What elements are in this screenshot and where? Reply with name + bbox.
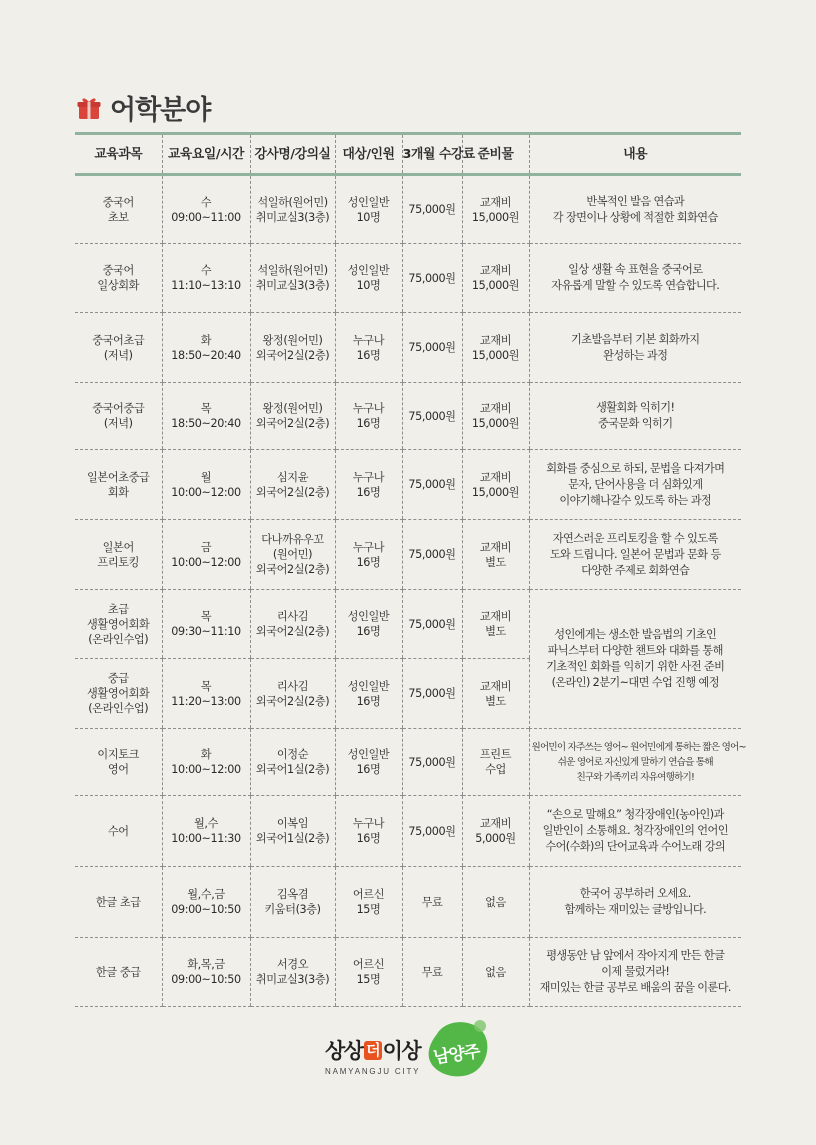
cell-materials <box>462 796 529 867</box>
cell-materials-line: 교재비 <box>479 817 512 830</box>
cell-instructor-line: 왕정(원어민) <box>262 333 323 347</box>
cell-fee-line: 75,000원 <box>408 478 456 491</box>
cell-course <box>75 796 162 867</box>
cell-target-line: 16명 <box>356 348 381 362</box>
cell-materials-line: 교재비 <box>479 402 512 415</box>
cell-target-line: 16명 <box>356 485 381 499</box>
cell-target-line: 성인일반 <box>347 748 390 761</box>
cell-fee-line: 75,000원 <box>408 548 456 561</box>
cell-instructor-line: 취미교실3(3층) <box>255 279 330 292</box>
cell-materials <box>462 383 529 450</box>
cell-target-line: 16명 <box>356 417 381 430</box>
cell-description-line: 재미있는 한글 공부로 배움의 꿈을 이룬다. <box>539 981 731 994</box>
cell-course-line: 일본어초중급 <box>87 470 150 484</box>
cell-schedule <box>162 796 250 867</box>
cell-course <box>75 590 162 659</box>
cell-instructor-line: 이정순 <box>276 748 309 761</box>
cell-instructor-line: 왕정(원어민) <box>262 402 323 415</box>
cell-schedule-line: 화 <box>200 333 212 347</box>
cell-description <box>529 867 741 938</box>
cell-fee-line: 75,000원 <box>408 341 456 354</box>
cell-target <box>335 450 402 520</box>
cell-description-line: 회화를 중심으로 하되, 문법을 다져가며 <box>546 461 725 475</box>
cell-course-line: 회화 <box>107 485 129 499</box>
cell-target-line: 누구나 <box>352 470 385 484</box>
cell-target-line: 16명 <box>356 832 381 845</box>
cell-target-line: 15명 <box>356 903 381 916</box>
cell-materials-line: 5,000원 <box>475 832 516 845</box>
cell-schedule-line: 18:50~20:40 <box>171 348 241 362</box>
cell-instructor-line: 리사김 <box>276 679 309 693</box>
cell-description-line: 성인에게는 생소한 발음법의 기초인 <box>554 628 717 641</box>
cell-fee-line: 75,000원 <box>408 755 456 769</box>
cell-materials-line: 교재비 <box>479 333 512 347</box>
cell-target-line: 어르신 <box>352 958 385 971</box>
cell-materials <box>462 520 529 590</box>
cell-instructor-line: 외국어2실(2층) <box>255 485 330 499</box>
cell-fee <box>402 659 462 729</box>
cell-target-line: 16명 <box>356 625 381 638</box>
cell-course-line: 중국어초급 <box>92 333 145 347</box>
cell-materials-line: 교재비 <box>479 679 512 693</box>
cell-materials <box>462 590 529 659</box>
cell-schedule <box>162 244 250 313</box>
cell-target <box>335 867 402 938</box>
cell-instructor <box>250 244 335 313</box>
cell-materials-line: 별도 <box>485 625 506 638</box>
cell-course-line: 중급 <box>107 672 129 685</box>
column-header-fee: 3개월 수강료 <box>402 134 462 175</box>
cell-target-line: 누구나 <box>352 817 385 830</box>
cell-description-line: 자유롭게 말할 수 있도록 연습합니다. <box>551 279 720 292</box>
cell-course-line: (온라인수업) <box>88 632 149 646</box>
cell-target-line: 16명 <box>356 763 381 776</box>
brand-slogan-right: 이상 <box>382 1039 421 1063</box>
cell-target <box>335 938 402 1007</box>
cell-materials <box>462 938 529 1007</box>
cell-description-line: 다양한 주제로 회화연습 <box>581 563 690 577</box>
cell-target-line: 16명 <box>356 555 381 569</box>
table-row <box>75 590 741 659</box>
cell-materials <box>462 175 529 244</box>
cell-description-line: 문자, 단어사용을 더 심화있게 <box>568 477 703 491</box>
cell-schedule-line: 화 <box>200 748 212 761</box>
cell-schedule <box>162 520 250 590</box>
column-header-course: 교육과목 <box>75 134 162 175</box>
table-row <box>75 244 741 313</box>
cell-description-line: 원어민이 자주쓰는 영어~ 원어민에게 통하는 짧은 영어~ <box>531 741 746 753</box>
cell-description <box>529 313 741 383</box>
cell-materials-line: 없음 <box>485 895 506 909</box>
cell-target-line: 누구나 <box>352 402 385 415</box>
cell-course-line: 초급 <box>107 602 129 616</box>
cell-description-line: 일반인이 소통해요. 청각장애인의 언어인 <box>542 824 728 837</box>
cell-course <box>75 520 162 590</box>
cell-instructor-line: 심지윤 <box>276 470 309 484</box>
cell-instructor-line: 외국어2실(2층) <box>255 625 330 638</box>
cell-description-line: 이제 물렀거라! <box>601 965 670 978</box>
cell-fee <box>402 313 462 383</box>
cell-target-line: 어르신 <box>352 888 385 901</box>
cell-instructor <box>250 313 335 383</box>
table-row <box>75 383 741 450</box>
cell-description-line: 생활회화 익히기! <box>596 401 675 414</box>
cell-instructor <box>250 520 335 590</box>
cell-course <box>75 729 162 796</box>
cell-instructor-line: 석일하(원어민) <box>257 195 328 209</box>
cell-description-line: 친구와 가족끼리 자유여행하기! <box>576 771 695 783</box>
cell-course <box>75 313 162 383</box>
cell-materials-line: 15,000원 <box>471 210 520 224</box>
cell-course-line: 영어 <box>107 763 129 776</box>
cell-course <box>75 383 162 450</box>
cell-instructor-line: 서경오 <box>276 958 309 971</box>
cell-fee-line: 75,000원 <box>408 409 456 423</box>
cell-fee <box>402 729 462 796</box>
cell-instructor-line: 취미교실3(3층) <box>255 210 330 224</box>
cell-description <box>529 590 741 729</box>
cell-materials-line: 15,000원 <box>471 485 520 499</box>
cell-fee-line: 75,000원 <box>408 687 456 700</box>
cell-schedule-line: 11:10~13:10 <box>171 279 241 292</box>
cell-materials-line: 별도 <box>485 555 506 569</box>
cell-description-line: 반복적인 발음 연습과 <box>586 194 685 208</box>
cell-fee-line: 75,000원 <box>408 824 456 838</box>
cell-instructor <box>250 659 335 729</box>
cell-instructor-line: 외국어1실(2층) <box>255 832 330 845</box>
brand-slogan-left: 상상 <box>325 1039 363 1063</box>
gift-icon <box>76 95 102 121</box>
cell-description-line: 완성하는 과정 <box>603 348 668 362</box>
cell-materials-line: 15,000원 <box>471 417 520 430</box>
cell-description-line: 기초적인 회화를 익히기 위한 사전 준비 <box>546 660 725 673</box>
course-table <box>75 132 746 1007</box>
cell-course-line: 한글 초급 <box>95 895 141 909</box>
cell-instructor-line: 이복임 <box>276 817 309 830</box>
cell-schedule-line: 월,수 <box>194 817 218 830</box>
cell-fee-line: 무료 <box>421 895 443 909</box>
cell-course-line: 중국어 <box>102 264 134 277</box>
cell-schedule <box>162 313 250 383</box>
cell-target-line: 성인일반 <box>347 679 390 693</box>
cell-fee <box>402 590 462 659</box>
cell-schedule-line: 목 <box>200 610 212 623</box>
cell-materials-line: 교재비 <box>479 610 512 623</box>
cell-instructor-line: 취미교실3(3층) <box>255 973 330 986</box>
brand-slogan-d: 더 <box>364 1041 382 1060</box>
cell-description <box>529 729 746 796</box>
cell-schedule-line: 목 <box>200 679 212 693</box>
cell-course-line: 생활영어회화 <box>87 617 150 631</box>
section-header <box>76 88 210 127</box>
cell-schedule <box>162 383 250 450</box>
cell-instructor-line: 김옥겸 <box>276 888 309 901</box>
cell-schedule-line: 10:00~11:30 <box>171 832 241 845</box>
cell-instructor <box>250 796 335 867</box>
cell-instructor <box>250 729 335 796</box>
cell-instructor <box>250 938 335 1007</box>
cell-fee <box>402 175 462 244</box>
cell-schedule-line: 월 <box>200 470 212 484</box>
cell-fee <box>402 520 462 590</box>
cell-description <box>529 796 741 867</box>
table-body <box>75 175 746 1007</box>
cell-target-line: 성인일반 <box>347 264 390 277</box>
cell-description-line: 파닉스부터 다양한 챈트와 대화를 통해 <box>547 644 723 657</box>
cell-course-line: 생활영어회화 <box>87 687 150 700</box>
cell-instructor-line: 석일하(원어민) <box>257 264 328 277</box>
cell-schedule-line: 10:00~12:00 <box>171 555 241 569</box>
cell-description <box>529 175 741 244</box>
cell-target-line: 누구나 <box>352 540 385 554</box>
cell-description-line: 이야기해나갈수 있도록 하는 과정 <box>559 493 712 507</box>
cell-course-line: (저녁) <box>103 417 133 430</box>
cell-schedule <box>162 590 250 659</box>
column-header-materials: 준비물 <box>462 134 529 175</box>
column-header-target: 대상/인원 <box>335 134 402 175</box>
cell-fee <box>402 867 462 938</box>
cell-course-line: 이지토크 <box>97 748 140 761</box>
cell-course-line: (온라인수업) <box>88 702 149 715</box>
city-logo-text: 남양주 <box>432 1041 481 1069</box>
cell-schedule <box>162 867 250 938</box>
cell-schedule-line: 수 <box>200 264 212 277</box>
cell-course <box>75 659 162 729</box>
cell-description-line: 함께하는 재미있는 글방입니다. <box>564 903 707 916</box>
cell-target <box>335 729 402 796</box>
cell-schedule-line: 09:00~10:50 <box>171 903 241 916</box>
column-header-schedule: 교육요일/시간 <box>162 134 250 175</box>
footer-logo <box>325 1016 495 1080</box>
cell-schedule <box>162 659 250 729</box>
cell-instructor-line: (원어민) <box>272 548 313 561</box>
cell-instructor-line: 다나까유우꼬 <box>261 533 324 546</box>
page-title: 어학분야 <box>110 95 211 126</box>
cell-target <box>335 244 402 313</box>
cell-fee-line: 무료 <box>421 965 443 979</box>
cell-description-line: “손으로 말해요” 청각장애인(농아인)과 <box>546 808 724 821</box>
cell-fee <box>402 450 462 520</box>
cell-instructor-line: 외국어2실(2층) <box>255 348 330 362</box>
cell-materials-line: 교재비 <box>479 195 512 209</box>
cell-instructor-line: 외국어1실(2층) <box>255 763 330 776</box>
table-row <box>75 313 741 383</box>
cell-course-line: 한글 중급 <box>95 965 141 979</box>
cell-materials-line: 없음 <box>485 965 506 979</box>
city-name: NAMYANGJU CITY <box>325 1067 421 1076</box>
cell-target <box>335 175 402 244</box>
cell-materials-line: 별도 <box>485 694 506 708</box>
cell-course <box>75 175 162 244</box>
cell-description <box>529 450 741 520</box>
cell-instructor-line: 리사김 <box>276 610 309 623</box>
cell-target-line: 15명 <box>356 973 381 986</box>
cell-course-line: 초보 <box>107 210 129 224</box>
cell-description <box>529 938 741 1007</box>
cell-fee <box>402 244 462 313</box>
cell-materials <box>462 244 529 313</box>
table-header-row <box>75 134 741 175</box>
cell-fee <box>402 796 462 867</box>
table-row <box>75 796 741 867</box>
cell-instructor <box>250 175 335 244</box>
cell-fee-line: 75,000원 <box>408 617 456 631</box>
cell-course-line: 프리토킹 <box>97 555 140 569</box>
cell-instructor <box>250 867 335 938</box>
column-header-description: 내용 <box>529 134 741 175</box>
cell-course-line: 중국어 <box>102 195 134 209</box>
cell-schedule-line: 화,목,금 <box>187 958 225 971</box>
cell-schedule-line: 09:30~11:10 <box>171 625 241 638</box>
cell-description <box>529 383 741 450</box>
cell-course-line: (저녁) <box>103 348 133 362</box>
cell-materials-line: 15,000원 <box>471 348 520 362</box>
cell-schedule-line: 월,수,금 <box>187 888 225 901</box>
cell-materials-line: 교재비 <box>479 264 512 277</box>
cell-course-line: 일상회화 <box>97 279 140 292</box>
cell-schedule-line: 11:20~13:00 <box>171 694 241 708</box>
cell-course <box>75 450 162 520</box>
cell-schedule-line: 09:00~10:50 <box>171 973 241 986</box>
cell-fee <box>402 383 462 450</box>
cell-target <box>335 796 402 867</box>
cell-course <box>75 938 162 1007</box>
cell-instructor-line: 외국어2실(2층) <box>255 563 330 576</box>
cell-target-line: 누구나 <box>352 333 385 347</box>
cell-description-line: 도와 드립니다. 일본어 문법과 문화 등 <box>549 547 721 561</box>
table-row <box>75 175 741 244</box>
cell-materials <box>462 729 529 796</box>
cell-schedule-line: 09:00~11:00 <box>171 210 241 224</box>
cell-course <box>75 867 162 938</box>
cell-target <box>335 383 402 450</box>
cell-course-line: 일본어 <box>102 540 134 554</box>
cell-instructor <box>250 590 335 659</box>
cell-description-line: (온라인) 2분기~대면 수업 진행 예정 <box>551 676 719 689</box>
cell-target-line: 성인일반 <box>347 610 390 623</box>
cell-description-line: 자연스러운 프리토킹을 할 수 있도록 <box>552 531 718 545</box>
cell-schedule <box>162 450 250 520</box>
cell-course-line: 중국어중급 <box>92 402 145 415</box>
cell-description-line: 일상 생활 속 표현을 중국어로 <box>568 263 703 276</box>
cell-description <box>529 520 741 590</box>
cell-materials <box>462 659 529 729</box>
cell-instructor <box>250 450 335 520</box>
cell-materials-line: 교재비 <box>479 540 512 554</box>
cell-materials-line: 수업 <box>485 763 506 776</box>
column-header-instructor: 강사명/강의실 <box>250 134 335 175</box>
cell-description <box>529 244 741 313</box>
cell-fee-line: 75,000원 <box>408 203 456 216</box>
cell-course-line: 수어 <box>107 824 129 838</box>
cell-fee-line: 75,000원 <box>408 271 456 285</box>
cell-target <box>335 520 402 590</box>
cell-materials-line: 교재비 <box>479 470 512 484</box>
cell-schedule-line: 목 <box>200 402 212 415</box>
cell-schedule-line: 10:00~12:00 <box>171 485 241 499</box>
cell-description-line: 각 장면이나 상황에 적절한 회화연습 <box>552 210 718 224</box>
cell-target-line: 10명 <box>356 279 381 292</box>
cell-description-line: 중국문화 익히기 <box>598 417 673 430</box>
cell-schedule-line: 10:00~12:00 <box>171 763 241 776</box>
cell-instructor-line: 외국어2실(2층) <box>255 694 330 708</box>
table-row <box>75 867 741 938</box>
cell-schedule <box>162 729 250 796</box>
cell-schedule-line: 금 <box>200 540 212 554</box>
cell-schedule-line: 18:50~20:40 <box>171 417 241 430</box>
cell-fee <box>402 938 462 1007</box>
cell-materials <box>462 867 529 938</box>
cell-description-line: 평생동안 남 앞에서 작아지게 만든 한글 <box>546 949 725 962</box>
cell-materials-line: 15,000원 <box>471 279 520 292</box>
cell-target <box>335 659 402 729</box>
table-row <box>75 520 741 590</box>
table-row <box>75 450 741 520</box>
cell-target <box>335 313 402 383</box>
cell-description-line: 쉬운 영어로 자신있게 말하기 연습을 통해 <box>557 756 713 768</box>
cell-target <box>335 590 402 659</box>
cell-target-line: 성인일반 <box>347 195 390 209</box>
cell-description-line: 한국어 공부하러 오세요. <box>579 887 691 900</box>
cell-course <box>75 244 162 313</box>
cell-instructor <box>250 383 335 450</box>
table-row <box>75 729 741 796</box>
cell-schedule-line: 수 <box>200 195 212 209</box>
cell-schedule <box>162 175 250 244</box>
cell-target-line: 10명 <box>356 210 381 224</box>
cell-instructor-line: 외국어2실(2층) <box>255 417 330 430</box>
brand-slogan <box>325 1035 420 1065</box>
cell-materials-line: 프린트 <box>479 748 512 761</box>
cell-instructor-line: 키움터(3층) <box>264 903 321 916</box>
table-row <box>75 938 741 1007</box>
cell-description-line: 기초발음부터 기본 회화까지 <box>571 332 700 346</box>
cell-description-line: 수어(수화)의 단어교육과 수어노래 강의 <box>545 840 726 853</box>
cell-target-line: 16명 <box>356 694 381 708</box>
cell-materials <box>462 313 529 383</box>
cell-schedule <box>162 938 250 1007</box>
cell-materials <box>462 450 529 520</box>
